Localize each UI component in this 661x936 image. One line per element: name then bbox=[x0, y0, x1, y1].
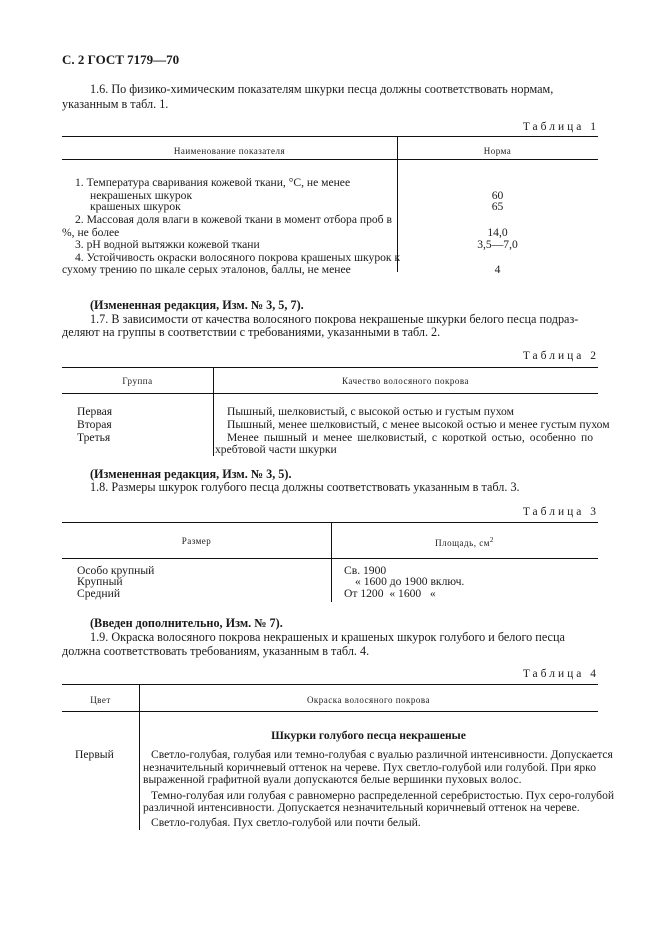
table-2-quality-continued: хребтовой части шкурки bbox=[215, 443, 337, 456]
amendment-note-3: (Введен дополнительно, Изм. № 7). bbox=[90, 616, 283, 630]
table-4-header-color: Цвет bbox=[90, 695, 111, 705]
table-1-header-name: Наименование показателя bbox=[173, 146, 286, 156]
table-1-row-name: %, не более bbox=[62, 226, 120, 239]
table-2-body-divider bbox=[213, 394, 214, 456]
table-2-group: Вторая bbox=[77, 418, 112, 431]
table-4-color-first: Первый bbox=[75, 748, 114, 761]
table-1-row-value: 4 bbox=[494, 263, 501, 276]
table-2-group: Третья bbox=[77, 431, 111, 444]
table-4-description-line: Светло-голубая, голубая или темно-голубая с вуалью различной интенсивности. Допускается bbox=[151, 748, 613, 761]
table-4-header-rule bbox=[62, 711, 598, 712]
paragraph-1-9-line2: должна соответствовать требованиям, указанным в табл. 4. bbox=[62, 644, 370, 658]
table-2-quality: Пышный, менее шелковистый, с менее высокой остью и менее густым пухом bbox=[227, 418, 610, 431]
table-1-header-norm: Норма bbox=[483, 146, 512, 156]
table-2-quality: Менее пышный и менее шелковистый, с короткой остью, особенно по bbox=[227, 431, 593, 444]
table-4-description-line: Светло-голубая. Пух светло-голубой или почти белый. bbox=[151, 816, 421, 829]
table-4-description-line: незначительный коричневый оттенок на черевe. Пух светло-голубой или голубой. При ярко bbox=[143, 761, 596, 774]
table-4-description-line: различной интенсивности. Допускается незначительный коричневый оттенок на череве. bbox=[143, 801, 580, 814]
table-1-row-name: сухому трению по шкале серых эталонов, баллы, не менее bbox=[62, 263, 351, 276]
table-4-top-rule bbox=[62, 684, 598, 685]
table-3-header-size: Размер bbox=[181, 536, 212, 546]
table-3-size: Средний bbox=[77, 587, 121, 600]
table-2-top-rule bbox=[62, 367, 598, 368]
table-1-row-value: 14,0 bbox=[487, 226, 508, 239]
table-3-area: От 1200 « 1600 « bbox=[344, 587, 436, 600]
table-2-header-rule bbox=[62, 393, 598, 394]
table-3-header-rule bbox=[62, 558, 598, 559]
table-1-top-rule bbox=[62, 136, 598, 137]
table-3-header-area bbox=[331, 536, 598, 548]
table-1-row-value: 65 bbox=[491, 200, 504, 213]
table-1-header-rule bbox=[62, 159, 598, 160]
table-1-row-name: 4. Устойчивость окраски волосяного покрова крашеных шкурок к bbox=[75, 251, 401, 264]
amendment-note-2: (Измененная редакция, Изм. № 3, 5). bbox=[90, 467, 292, 481]
table-1-caption: Таблица 1 bbox=[522, 121, 599, 133]
table-3-body-divider bbox=[331, 559, 332, 602]
table-3-top-rule bbox=[62, 522, 598, 523]
page-header: С. 2 ГОСТ 7179—70 bbox=[62, 52, 180, 67]
table-4-subheader: Шкурки голубого песца некрашеные bbox=[271, 729, 466, 742]
table-2-header-quality: Качество волосяного покрова bbox=[342, 376, 469, 386]
table-3-header-area-sup: 2 bbox=[489, 536, 494, 544]
paragraph-1-7-line1: 1.7. В зависимости от качества волосяного покрова некрашеные шкурки белого песца подраз- bbox=[90, 312, 579, 326]
paragraph-1-6-line2: указанным в табл. 1. bbox=[62, 97, 169, 111]
amendment-note-1: (Измененная редакция, Изм. № 3, 5, 7). bbox=[90, 298, 304, 312]
table-4-description-line: выраженной графитной вуали допускаются белые вершинки пуховых волос. bbox=[143, 773, 522, 786]
table-4-header-coloring: Окраска волосяного покрова bbox=[306, 695, 431, 705]
table-4-caption: Таблица 4 bbox=[522, 668, 599, 680]
table-4-column-divider bbox=[139, 685, 140, 830]
table-1-row-name: 1. Температура сваривания кожевой ткани, °С, не менее bbox=[75, 176, 351, 189]
table-1-row-value: 3,5—7,0 bbox=[477, 238, 518, 251]
paragraph-1-7-line2: деляют на группы в соответствии с требованиями, указанными в табл. 2. bbox=[62, 325, 441, 339]
table-3-size: Особо крупный bbox=[77, 564, 155, 577]
paragraph-1-9-line1: 1.9. Окраска волосяного покрова некрашеных и крашеных шкурок голубого и белого песца bbox=[90, 630, 565, 644]
table-3-area: Св. 1900 bbox=[344, 564, 387, 577]
paragraph-1-6-line1: 1.6. По физико-химическим показателям шкурки песца должны соответствовать нормам, bbox=[90, 82, 554, 96]
table-3-header-area-text: Площадь, см bbox=[435, 538, 490, 548]
table-1-row-value: 60 bbox=[491, 189, 504, 202]
table-1-row-name: 3. pH водной вытяжки кожевой ткани bbox=[75, 238, 260, 251]
table-3-caption: Таблица 3 bbox=[522, 506, 599, 518]
table-2-quality: Пышный, шелковистый, с высокой остью и густым пухом bbox=[227, 405, 514, 418]
table-1-row-name: 2. Массовая доля влаги в кожевой ткани в момент отбора проб в bbox=[75, 213, 392, 226]
table-2-header-group: Группа bbox=[122, 376, 153, 386]
paragraph-1-8: 1.8. Размеры шкурок голубого песца должны соответствовать указанным в табл. 3. bbox=[90, 480, 520, 494]
table-2-group: Первая bbox=[77, 405, 113, 418]
table-1-row-name: крашеных шкурок bbox=[90, 200, 181, 213]
table-2-caption: Таблица 2 bbox=[522, 350, 599, 362]
table-3-size: Крупный bbox=[77, 575, 123, 588]
table-4-description-line: Темно-голубая или голубая с равномерно распределенной серебристостью. Пух серо-голубой bbox=[151, 789, 615, 802]
table-1-row-name: некрашеных шкурок bbox=[90, 189, 193, 202]
table-3-area: « 1600 до 1900 включ. bbox=[355, 575, 465, 588]
